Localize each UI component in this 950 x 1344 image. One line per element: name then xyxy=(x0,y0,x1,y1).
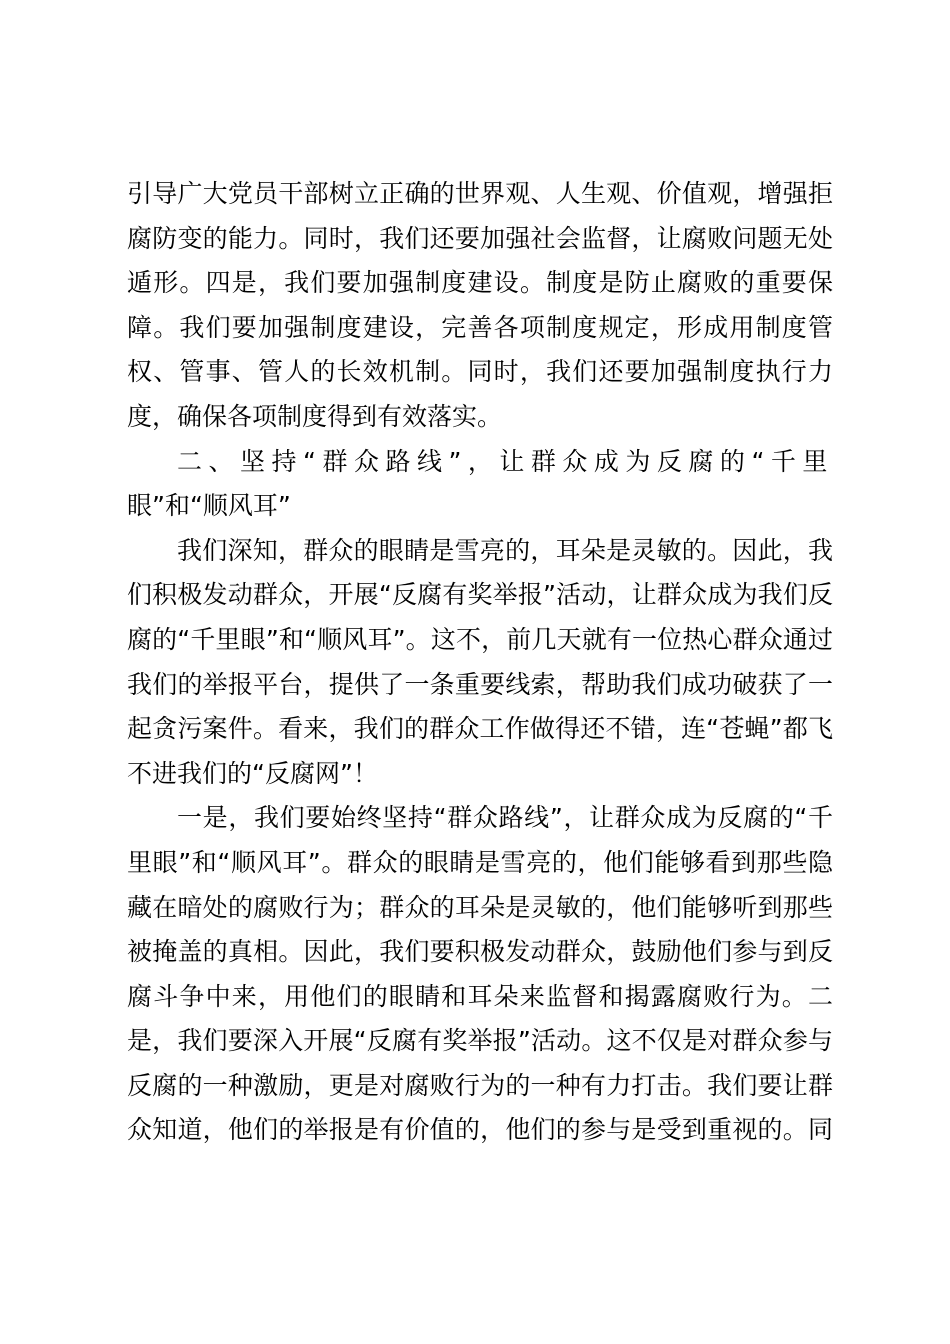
text-line: 里眼”和“顺风耳”。群众的眼睛是雪亮的，他们能够看到那些隐 xyxy=(127,847,833,877)
text-line: 度，确保各项制度得到有效落实。 xyxy=(127,401,503,431)
text-line: 反腐的一种激励，更是对腐败行为的一种有力打击。我们要让群 xyxy=(127,1070,833,1100)
text-line: 不进我们的“反腐网”！ xyxy=(127,758,378,788)
section-heading: 二、坚持“群众路线”，让群众成为反腐的“千里 xyxy=(177,446,833,476)
text-line: 权、管事、管人的长效机制。同时，我们还要加强制度执行力 xyxy=(127,357,833,387)
text-line: 腐防变的能力。同时，我们还要加强社会监督，让腐败问题无处 xyxy=(127,223,833,253)
text-line: 腐斗争中来，用他们的眼睛和耳朵来监督和揭露腐败行为。二 xyxy=(127,981,833,1011)
text-line: 我们深知，群众的眼睛是雪亮的，耳朵是灵敏的。因此，我 xyxy=(177,535,833,565)
text-line: 起贪污案件。看来，我们的群众工作做得还不错，连“苍蝇”都飞 xyxy=(127,714,833,744)
text-line: 们积极发动群众，开展“反腐有奖举报”活动，让群众成为我们反 xyxy=(127,580,833,610)
body-text xyxy=(127,172,833,1153)
text-line: 众知道，他们的举报是有价值的，他们的参与是受到重视的。同 xyxy=(127,1115,833,1145)
text-line: 一是，我们要始终坚持“群众路线”，让群众成为反腐的“千 xyxy=(177,803,833,833)
text-line: 被掩盖的真相。因此，我们要积极发动群众，鼓励他们参与到反 xyxy=(127,937,833,967)
text-line: 我们的举报平台，提供了一条重要线索，帮助我们成功破获了一 xyxy=(127,669,833,699)
text-line: 腐的“千里眼”和“顺风耳”。这不，前几天就有一位热心群众通过 xyxy=(127,624,833,654)
text-line: 障。我们要加强制度建设，完善各项制度规定，形成用制度管 xyxy=(127,312,833,342)
text-line: 引导广大党员干部树立正确的世界观、人生观、价值观，增强拒 xyxy=(127,179,833,208)
text-line: 是，我们要深入开展“反腐有奖举报”活动。这不仅是对群众参与 xyxy=(127,1026,833,1056)
section-heading-continued: 眼”和“顺风耳” xyxy=(127,491,291,521)
text-line: 遁形。四是，我们要加强制度建设。制度是防止腐败的重要保 xyxy=(127,268,833,298)
text-line: 藏在暗处的腐败行为；群众的耳朵是灵敏的，他们能够听到那些 xyxy=(127,892,833,922)
